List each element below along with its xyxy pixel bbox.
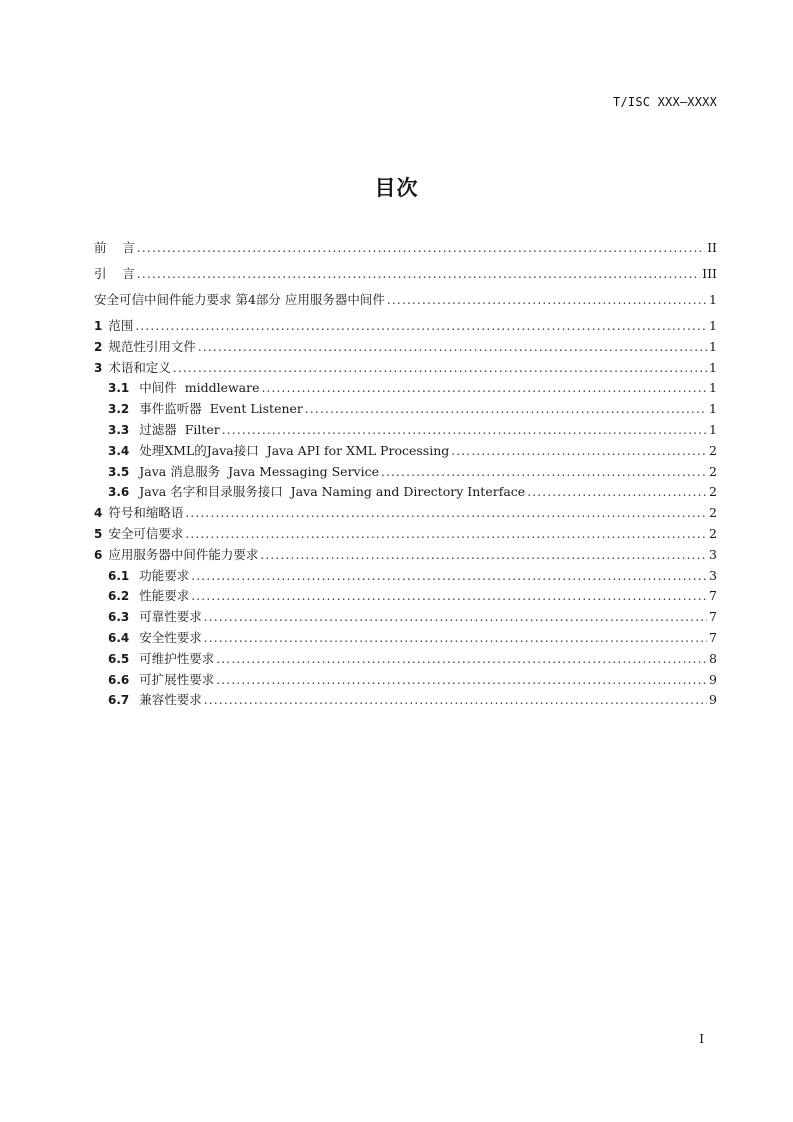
toc-leader (527, 485, 707, 499)
toc-entry-3-1[interactable] (94, 378, 717, 399)
toc-entry-number: 3.3 (108, 422, 130, 437)
toc-leader (135, 319, 707, 333)
toc-entry-page: 3 (709, 546, 717, 562)
toc-entry-6-6[interactable] (94, 670, 717, 691)
toc-entry-label: 术语和定义 (108, 359, 171, 375)
toc-entry-label: 处理XML的Java接口 Java API for XML Processing (139, 442, 450, 458)
toc-entry-page: 1 (709, 338, 717, 354)
toc-entry-page: 2 (709, 525, 717, 541)
toc-entry-page: 9 (709, 692, 717, 708)
toc-entry-label: 过滤器 Filter (139, 421, 220, 437)
toc-entry-label: 前 言 (94, 240, 135, 255)
toc-entry-number: 6.3 (108, 610, 130, 625)
toc-entry-page: 9 (709, 671, 717, 687)
toc-leader (381, 465, 707, 479)
toc-entry-page: 7 (709, 588, 717, 604)
page-number: I (699, 1032, 704, 1046)
toc-entry-app-server-capability[interactable] (94, 545, 717, 566)
toc-entry-label: 可维护性要求 (139, 650, 215, 666)
toc-entry-label: 范围 (108, 318, 134, 333)
toc-entry-page: 8 (709, 650, 717, 666)
toc-entry-page: 1 (709, 380, 717, 396)
toc-entry-terms-definitions[interactable] (94, 358, 717, 379)
toc-entry-label: Java 消息服务 Java Messaging Service (139, 463, 380, 479)
toc-entry-label: 中间件 middleware (139, 380, 260, 396)
toc-entry-label: 性能要求 (139, 588, 190, 604)
toc-entry-number: 2 (94, 339, 103, 354)
toc-entry-3-2[interactable] (94, 399, 717, 420)
toc-entry-page: 1 (709, 401, 717, 417)
toc-entry-6-5[interactable] (94, 649, 717, 670)
toc-entry-label: Java 名字和目录服务接口 Java Naming and Directory Interface (139, 484, 526, 500)
toc-entry-6-7[interactable] (94, 690, 717, 711)
toc-entry-3-4[interactable] (94, 441, 717, 462)
toc-leader (262, 381, 708, 395)
toc-entry-label: 事件监听器 Event Listener (139, 401, 303, 417)
toc-entry-page: II (707, 240, 717, 255)
document-code: T/ISC XXX—XXXX (613, 95, 717, 109)
toc-entry-foreword[interactable] (94, 238, 717, 264)
toc-entry-label: 引 言 (94, 266, 135, 281)
toc-entry-page: 1 (709, 359, 717, 375)
toc-leader (216, 673, 707, 687)
toc-entry-label: 规范性引用文件 (108, 338, 196, 354)
toc-entry-number: 3 (94, 360, 103, 375)
toc-leader (204, 693, 707, 707)
toc-title: 目次 (374, 176, 419, 200)
toc-entry-label: 应用服务器中间件能力要求 (108, 546, 259, 562)
toc-entry-number: 1 (94, 319, 103, 333)
toc-entry-number: 3.5 (108, 464, 130, 479)
toc-entry-number: 6.2 (108, 589, 130, 604)
toc-leader (173, 361, 707, 375)
toc-entry-number: 3.2 (108, 402, 130, 417)
toc-entry-page: 1 (709, 292, 717, 307)
toc-entry-introduction[interactable] (94, 264, 717, 290)
toc-entry-page: 2 (709, 463, 717, 479)
toc-entry-3-5[interactable] (94, 462, 717, 483)
toc-entry-number: 6.7 (108, 693, 130, 708)
toc-entry-symbols-abbreviations[interactable] (94, 503, 717, 524)
toc-entry-6-4[interactable] (94, 628, 717, 649)
toc-entry-page: 1 (709, 421, 717, 437)
toc-leader (191, 589, 707, 603)
toc-entry-number: 6.6 (108, 672, 130, 687)
toc-leader (185, 506, 707, 520)
toc-entry-6-1[interactable] (94, 566, 717, 587)
toc-leader (137, 267, 700, 281)
toc-entry-page: 7 (709, 629, 717, 645)
toc-leader (451, 444, 707, 458)
toc-entry-label: 兼容性要求 (139, 692, 202, 708)
toc-entry-label: 符号和缩略语 (108, 505, 184, 521)
toc-entry-number: 3.4 (108, 443, 130, 458)
toc-leader (137, 241, 705, 255)
toc-entry-page: 2 (709, 484, 717, 500)
toc-entry-number: 3.6 (108, 485, 130, 500)
toc-leader (204, 631, 707, 645)
toc-entry-label: 安全可信中间件能力要求 第4部分 应用服务器中间件 (94, 292, 385, 307)
toc-entry-label: 可扩展性要求 (139, 671, 215, 687)
toc-entry-number: 4 (94, 506, 103, 521)
toc-entry-6-2[interactable] (94, 586, 717, 607)
toc-entry-number: 6.1 (108, 568, 130, 583)
toc-entry-label: 可靠性要求 (139, 609, 202, 625)
toc-entry-number: 6 (94, 547, 103, 562)
toc-entry-6-3[interactable] (94, 607, 717, 628)
toc-leader (204, 610, 707, 624)
toc-entry-3-3[interactable] (94, 420, 717, 441)
toc-leader (185, 527, 707, 541)
toc-entry-3-6[interactable] (94, 482, 717, 503)
toc-entry-number: 6.5 (108, 651, 130, 666)
toc-leader (387, 293, 707, 307)
toc-leader (191, 569, 707, 583)
table-of-contents (94, 238, 717, 711)
toc-entry-page: 2 (709, 505, 717, 521)
toc-entry-number: 3.1 (108, 381, 130, 396)
toc-entry-page: 3 (709, 567, 717, 583)
toc-leader (260, 548, 707, 562)
toc-entry-normative-references[interactable] (94, 337, 717, 358)
toc-entry-number: 5 (94, 526, 103, 541)
toc-entry-label: 安全可信要求 (108, 525, 184, 541)
toc-entry-label: 安全性要求 (139, 629, 202, 645)
toc-entry-main-title[interactable] (94, 290, 717, 316)
toc-entry-number: 6.4 (108, 630, 130, 645)
toc-entry-label: 功能要求 (139, 567, 190, 583)
toc-entry-page: III (702, 266, 717, 281)
toc-leader (198, 340, 707, 354)
toc-leader (216, 652, 707, 666)
toc-entry-page: 7 (709, 609, 717, 625)
toc-entry-security-trust[interactable] (94, 524, 717, 545)
toc-leader (222, 423, 707, 437)
toc-entry-page: 2 (709, 442, 717, 458)
toc-entry-page: 1 (709, 318, 717, 333)
toc-entry-scope[interactable] (94, 316, 717, 337)
toc-leader (305, 402, 707, 416)
